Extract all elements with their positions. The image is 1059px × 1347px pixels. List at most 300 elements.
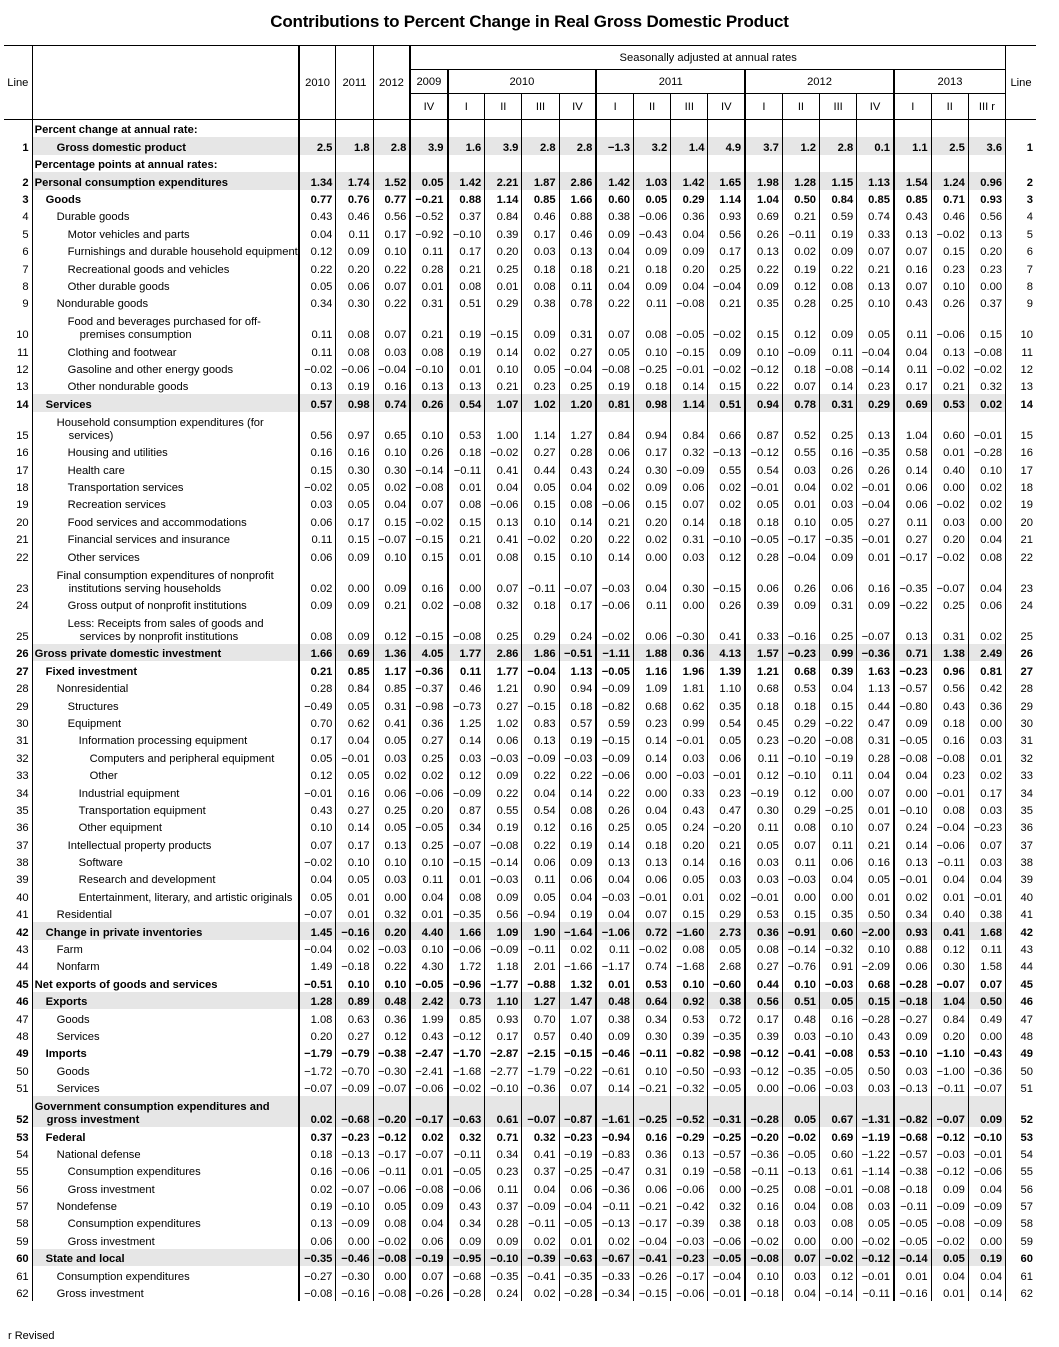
value-cell: −0.36 <box>596 1179 633 1196</box>
value-cell: 0.53 <box>857 1044 894 1061</box>
value-cell: 1.65 <box>708 172 745 189</box>
value-cell: 0.22 <box>820 259 857 276</box>
value-cell: 0.26 <box>782 565 819 596</box>
value-cell: 0.39 <box>820 661 857 678</box>
value-cell: −0.27 <box>299 1266 336 1283</box>
value-cell: 0.17 <box>522 224 559 241</box>
value-cell: 0.34 <box>894 905 931 922</box>
value-cell: 0.13 <box>410 377 447 394</box>
value-cell: −0.43 <box>634 224 671 241</box>
value-cell: 0.30 <box>634 1027 671 1044</box>
value-cell: 0.19 <box>336 377 373 394</box>
value-cell: −0.01 <box>299 783 336 800</box>
value-cell: 0.12 <box>373 1027 410 1044</box>
value-cell: 0.29 <box>782 801 819 818</box>
value-cell: 1.14 <box>522 412 559 443</box>
value-cell: 1.66 <box>448 922 485 939</box>
value-cell: 0.03 <box>299 495 336 512</box>
value-cell: 0.04 <box>894 342 931 359</box>
table-row <box>4 801 1036 818</box>
value-cell: 0.64 <box>634 992 671 1009</box>
value-cell: 0.53 <box>634 974 671 991</box>
annual-year-header: 2012 <box>373 46 410 120</box>
table-row <box>4 207 1036 224</box>
value-cell: 0.25 <box>559 377 596 394</box>
value-cell: −0.12 <box>745 1061 782 1078</box>
row-label <box>32 748 299 765</box>
value-cell: −0.27 <box>894 1009 931 1026</box>
value-cell: 0.39 <box>485 224 522 241</box>
row-label-text: Health care <box>67 464 125 477</box>
row-label-text: Final consumption expenditures of nonprofit institutions serving households <box>56 569 274 595</box>
value-cell: 0.25 <box>410 748 447 765</box>
value-cell: −0.10 <box>894 801 931 818</box>
value-cell: −0.03 <box>671 1231 708 1248</box>
value-cell: −0.06 <box>485 495 522 512</box>
value-cell: 0.34 <box>634 1009 671 1026</box>
value-cell: 0.84 <box>336 679 373 696</box>
value-cell: 0.02 <box>522 1284 559 1301</box>
value-cell: 1.08 <box>299 1009 336 1026</box>
value-cell: 0.28 <box>410 259 447 276</box>
value-cell: 0.00 <box>968 1027 1005 1044</box>
value-cell: 0.04 <box>410 1214 447 1231</box>
value-cell: −0.22 <box>820 714 857 731</box>
value-cell: 0.32 <box>708 1197 745 1214</box>
value-cell: −0.07 <box>299 1079 336 1096</box>
value-cell <box>894 155 931 172</box>
value-cell: −1.11 <box>596 644 633 661</box>
value-cell: 0.04 <box>596 905 633 922</box>
row-label <box>32 731 299 748</box>
line-number <box>4 155 32 172</box>
line-number-right: 9 <box>1006 294 1036 311</box>
value-cell: −0.11 <box>745 1162 782 1179</box>
value-cell: −0.10 <box>448 224 485 241</box>
value-cell: −0.12 <box>931 1162 968 1179</box>
row-label <box>32 596 299 613</box>
value-cell: −0.37 <box>410 679 447 696</box>
value-cell: 0.10 <box>857 940 894 957</box>
value-cell: 0.43 <box>559 460 596 477</box>
value-cell: 0.06 <box>596 443 633 460</box>
value-cell: 0.20 <box>559 530 596 547</box>
row-label <box>32 530 299 547</box>
value-cell: 0.11 <box>522 870 559 887</box>
value-cell: 0.05 <box>820 992 857 1009</box>
value-cell: 0.05 <box>410 172 447 189</box>
value-cell: 0.46 <box>448 679 485 696</box>
value-cell: −0.12 <box>745 360 782 377</box>
value-cell: 0.39 <box>671 1027 708 1044</box>
line-number-right: 32 <box>1006 748 1036 765</box>
value-cell: −0.82 <box>894 1096 931 1127</box>
value-cell: −0.88 <box>522 974 559 991</box>
row-label <box>32 1197 299 1214</box>
row-label <box>32 940 299 957</box>
value-cell: 0.16 <box>820 443 857 460</box>
value-cell: 2.42 <box>410 992 447 1009</box>
value-cell: −0.23 <box>968 818 1005 835</box>
value-cell: 0.41 <box>485 530 522 547</box>
value-cell: 0.00 <box>708 1179 745 1196</box>
value-cell: −0.25 <box>634 1096 671 1127</box>
table-row <box>4 120 1036 138</box>
value-cell <box>931 120 968 138</box>
value-cell: 0.06 <box>894 495 931 512</box>
value-cell: 0.69 <box>336 644 373 661</box>
value-cell: 4.05 <box>410 644 447 661</box>
value-cell: −0.98 <box>410 696 447 713</box>
line-number: 3 <box>22 193 29 206</box>
row-label <box>32 1179 299 1196</box>
value-cell: 0.15 <box>857 992 894 1009</box>
value-cell: −0.32 <box>671 1079 708 1096</box>
row-label-text: Gross output of nonprofit institutions <box>67 599 247 612</box>
value-cell <box>931 155 968 172</box>
row-label-text: Services <box>56 1030 100 1043</box>
value-cell: 0.03 <box>373 748 410 765</box>
value-cell: 0.02 <box>373 478 410 495</box>
value-cell: −0.09 <box>968 1197 1005 1214</box>
value-cell: 0.11 <box>894 360 931 377</box>
value-cell: 0.04 <box>968 565 1005 596</box>
value-cell: 0.02 <box>634 530 671 547</box>
value-cell: −0.07 <box>410 1145 447 1162</box>
value-cell: 0.24 <box>596 460 633 477</box>
value-cell: 0.14 <box>671 853 708 870</box>
value-cell: −0.02 <box>373 1231 410 1248</box>
value-cell <box>373 155 410 172</box>
value-cell: 0.50 <box>857 905 894 922</box>
value-cell: 0.10 <box>634 342 671 359</box>
value-cell <box>820 155 857 172</box>
value-cell: −0.07 <box>522 1096 559 1127</box>
value-cell: −0.07 <box>559 565 596 596</box>
value-cell: −0.09 <box>596 748 633 765</box>
value-cell: 0.10 <box>782 512 819 529</box>
line-number: 19 <box>16 499 29 512</box>
value-cell: 0.60 <box>820 922 857 939</box>
value-cell: −0.14 <box>820 1284 857 1301</box>
value-cell: 0.00 <box>931 478 968 495</box>
value-cell: −0.94 <box>522 905 559 922</box>
value-cell: 0.31 <box>634 1162 671 1179</box>
value-cell: −0.10 <box>708 530 745 547</box>
value-cell: 3.7 <box>745 137 782 154</box>
value-cell: 0.10 <box>373 547 410 564</box>
value-cell: 0.53 <box>931 394 968 411</box>
value-cell: 0.27 <box>485 696 522 713</box>
value-cell: 0.10 <box>373 443 410 460</box>
value-cell: 0.17 <box>708 242 745 259</box>
value-cell: 0.09 <box>336 242 373 259</box>
value-cell <box>968 120 1005 138</box>
line-number-right: 4 <box>1006 207 1036 224</box>
value-cell: 1.77 <box>485 661 522 678</box>
value-cell: 0.98 <box>634 394 671 411</box>
value-cell: 0.13 <box>596 853 633 870</box>
value-cell: 0.13 <box>894 613 931 644</box>
value-cell: 0.01 <box>894 1266 931 1283</box>
value-cell: 1.66 <box>559 190 596 207</box>
value-cell: −0.12 <box>931 1127 968 1144</box>
value-cell: −0.01 <box>931 783 968 800</box>
value-cell: 0.74 <box>634 957 671 974</box>
row-label <box>32 1231 299 1248</box>
value-cell: −0.13 <box>336 1145 373 1162</box>
value-cell: 0.02 <box>782 242 819 259</box>
value-cell: −0.02 <box>968 360 1005 377</box>
value-cell: 0.09 <box>373 565 410 596</box>
value-cell: −0.06 <box>373 1179 410 1196</box>
value-cell: −0.15 <box>671 342 708 359</box>
value-cell: 0.44 <box>857 696 894 713</box>
value-cell: −0.18 <box>894 992 931 1009</box>
line-number: 6 <box>22 246 29 259</box>
value-cell: 0.31 <box>820 394 857 411</box>
row-label <box>32 1214 299 1231</box>
value-cell: 0.00 <box>968 714 1005 731</box>
value-cell: 0.00 <box>782 887 819 904</box>
row-label <box>32 1162 299 1179</box>
line-number: 16 <box>16 447 29 460</box>
value-cell: 0.06 <box>820 565 857 596</box>
row-label-text: Industrial equipment <box>78 787 180 800</box>
value-cell: 0.09 <box>671 242 708 259</box>
value-cell: 0.31 <box>373 696 410 713</box>
value-cell: −0.91 <box>782 922 819 939</box>
value-cell: 1.24 <box>931 172 968 189</box>
line-number: 29 <box>16 700 29 713</box>
value-cell: 0.07 <box>485 565 522 596</box>
line-number: 42 <box>16 926 29 939</box>
value-cell: 0.60 <box>931 412 968 443</box>
value-cell: −0.82 <box>596 696 633 713</box>
value-cell: 0.59 <box>820 207 857 224</box>
value-cell: 0.41 <box>931 922 968 939</box>
value-cell: 1.45 <box>299 922 336 939</box>
value-cell: 0.85 <box>894 190 931 207</box>
table-row <box>4 1197 1036 1214</box>
table-row <box>4 1249 1036 1266</box>
value-cell: 0.37 <box>448 207 485 224</box>
value-cell: −0.12 <box>857 1249 894 1266</box>
quarter-header: IV <box>410 94 447 120</box>
row-label-text: Services <box>56 1083 100 1096</box>
value-cell: 0.21 <box>857 259 894 276</box>
value-cell: 2.01 <box>522 957 559 974</box>
value-cell: 0.02 <box>968 495 1005 512</box>
row-label-text: Gasoline and other energy goods <box>67 364 234 377</box>
value-cell: 0.45 <box>745 714 782 731</box>
value-cell: 0.02 <box>968 766 1005 783</box>
value-cell: 0.08 <box>336 311 373 342</box>
value-cell: 0.43 <box>671 801 708 818</box>
line-number-right: 18 <box>1006 478 1036 495</box>
line-number: 52 <box>16 1114 29 1127</box>
value-cell: −0.04 <box>782 547 819 564</box>
value-cell: 0.14 <box>596 835 633 852</box>
value-cell: 0.28 <box>782 294 819 311</box>
value-cell: 0.85 <box>336 661 373 678</box>
row-label <box>32 512 299 529</box>
line-number-right: 36 <box>1006 818 1036 835</box>
table-row <box>4 957 1036 974</box>
value-cell: −0.61 <box>596 1061 633 1078</box>
value-cell: 1.57 <box>745 644 782 661</box>
value-cell: 0.29 <box>782 714 819 731</box>
value-cell: 0.12 <box>820 1266 857 1283</box>
value-cell: 0.28 <box>485 1214 522 1231</box>
line-number: 38 <box>16 857 29 870</box>
value-cell: −0.09 <box>336 1079 373 1096</box>
value-cell: −0.28 <box>968 443 1005 460</box>
value-cell: 0.24 <box>671 818 708 835</box>
value-cell: 0.11 <box>894 311 931 342</box>
value-cell: 0.17 <box>299 731 336 748</box>
value-cell: −0.09 <box>596 679 633 696</box>
value-cell: −0.03 <box>373 940 410 957</box>
value-cell <box>596 120 633 138</box>
line-number-right: 20 <box>1006 512 1036 529</box>
value-cell: 0.15 <box>299 460 336 477</box>
value-cell: −0.28 <box>894 974 931 991</box>
value-cell: 0.84 <box>820 190 857 207</box>
value-cell: −0.01 <box>708 766 745 783</box>
line-number: 17 <box>16 464 29 477</box>
line-number: 2 <box>22 176 29 189</box>
value-cell: 0.09 <box>634 277 671 294</box>
row-label-text: Consumption expenditures <box>67 1166 201 1179</box>
value-cell: 0.07 <box>968 835 1005 852</box>
value-cell: 0.12 <box>299 766 336 783</box>
value-cell: 0.16 <box>559 818 596 835</box>
value-cell: 0.55 <box>708 460 745 477</box>
value-cell: 0.19 <box>968 1249 1005 1266</box>
value-cell: −0.03 <box>820 1079 857 1096</box>
value-cell: 0.02 <box>299 1179 336 1196</box>
value-cell: −0.03 <box>820 974 857 991</box>
table-row <box>4 1266 1036 1283</box>
value-cell: 1.99 <box>410 1009 447 1026</box>
value-cell: 0.08 <box>671 940 708 957</box>
value-cell <box>485 120 522 138</box>
value-cell: 1.58 <box>968 957 1005 974</box>
value-cell: 0.18 <box>299 1145 336 1162</box>
line-number: 39 <box>16 874 29 887</box>
value-cell: −0.16 <box>782 613 819 644</box>
value-cell: 0.93 <box>968 190 1005 207</box>
value-cell: 0.13 <box>857 277 894 294</box>
value-cell: 0.10 <box>671 974 708 991</box>
row-label <box>32 120 299 138</box>
value-cell: 0.05 <box>634 818 671 835</box>
value-cell: −0.01 <box>745 478 782 495</box>
value-cell: 0.10 <box>931 277 968 294</box>
value-cell: 0.22 <box>596 294 633 311</box>
row-label-text: Durable goods <box>56 211 130 224</box>
value-cell: 0.08 <box>634 311 671 342</box>
value-cell: 0.15 <box>522 547 559 564</box>
value-cell: 0.48 <box>373 992 410 1009</box>
value-cell <box>857 155 894 172</box>
value-cell: −0.21 <box>410 190 447 207</box>
value-cell: 0.31 <box>559 311 596 342</box>
value-cell <box>522 120 559 138</box>
value-cell: −0.57 <box>894 679 931 696</box>
value-cell: −0.06 <box>931 311 968 342</box>
value-cell: −0.14 <box>782 940 819 957</box>
value-cell: 0.61 <box>820 1162 857 1179</box>
value-cell: 0.38 <box>968 905 1005 922</box>
value-cell: 0.07 <box>968 974 1005 991</box>
row-label-text: Other equipment <box>78 822 162 835</box>
value-cell: −0.80 <box>894 696 931 713</box>
row-label <box>32 853 299 870</box>
value-cell: −0.07 <box>968 1079 1005 1096</box>
value-cell: −0.05 <box>894 1214 931 1231</box>
value-cell: 0.19 <box>559 835 596 852</box>
value-cell: −0.05 <box>410 974 447 991</box>
value-cell: 0.57 <box>522 1027 559 1044</box>
value-cell: 0.21 <box>448 259 485 276</box>
value-cell <box>671 155 708 172</box>
value-cell: 0.09 <box>820 547 857 564</box>
value-cell: 0.04 <box>485 478 522 495</box>
value-cell <box>410 120 447 138</box>
row-label <box>32 818 299 835</box>
value-cell: 0.14 <box>968 1284 1005 1301</box>
line-number-right: 39 <box>1006 870 1036 887</box>
value-cell: −0.68 <box>894 1127 931 1144</box>
value-cell: −0.93 <box>708 1061 745 1078</box>
value-cell: −0.03 <box>485 870 522 887</box>
value-cell: −0.02 <box>299 478 336 495</box>
row-label <box>32 360 299 377</box>
value-cell: −0.20 <box>708 818 745 835</box>
row-label-text: Gross private domestic investment <box>34 648 222 661</box>
value-cell: 0.35 <box>820 905 857 922</box>
value-cell: −0.52 <box>671 1096 708 1127</box>
value-cell: 0.08 <box>522 277 559 294</box>
row-label-text: Fixed investment <box>45 665 138 678</box>
value-cell: 1.42 <box>671 172 708 189</box>
value-cell: 0.50 <box>968 992 1005 1009</box>
line-number-right: 58 <box>1006 1214 1036 1231</box>
value-cell: 0.07 <box>782 1249 819 1266</box>
table-row <box>4 277 1036 294</box>
value-cell: 0.41 <box>522 1145 559 1162</box>
value-cell: 0.17 <box>745 1009 782 1026</box>
value-cell: 0.21 <box>299 661 336 678</box>
value-cell: 0.14 <box>559 512 596 529</box>
value-cell: 0.02 <box>894 887 931 904</box>
value-cell: 0.68 <box>745 679 782 696</box>
value-cell: −0.02 <box>820 1249 857 1266</box>
value-cell: 0.15 <box>522 495 559 512</box>
value-cell: −0.10 <box>820 1027 857 1044</box>
value-cell: 0.09 <box>968 1096 1005 1127</box>
value-cell: 0.05 <box>336 870 373 887</box>
line-number: 26 <box>16 648 29 661</box>
line-number-right: 31 <box>1006 731 1036 748</box>
value-cell: 0.06 <box>968 596 1005 613</box>
value-cell: 0.43 <box>894 294 931 311</box>
value-cell: 0.05 <box>782 1096 819 1127</box>
value-cell <box>634 155 671 172</box>
value-cell: 0.14 <box>485 342 522 359</box>
